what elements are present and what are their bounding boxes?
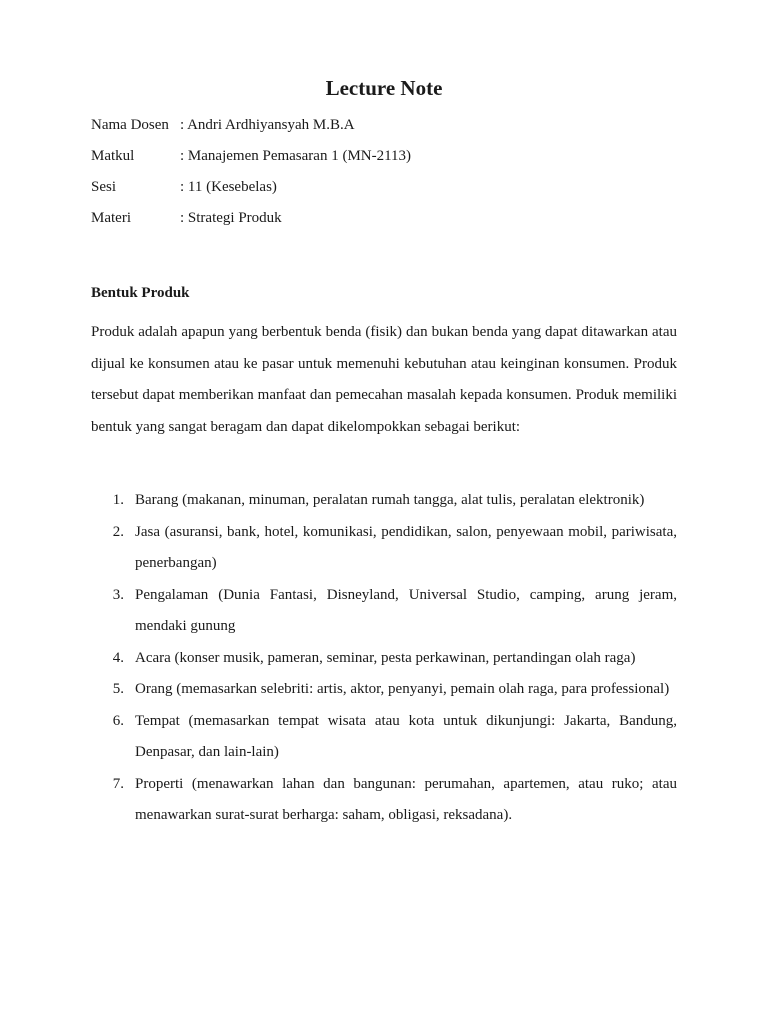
list-text: Barang (makanan, minuman, peralatan rumah tangga, alat tulis, peralatan elektronik) — [135, 492, 645, 508]
list-item — [91, 580, 677, 643]
body-paragraph: Produk adalah apapun yang berbentuk benda (fisik) dan bukan benda yang dapat ditawarkan atau dijual ke konsumen atau ke pasar untuk memenuhi kebutuhan atau keinginan konsumen. Produk tersebut dapat memberikan manfaat dan pemecahan masalah kepada konsumen. Produk memiliki bentuk yang sangat beragam dan dapat dikelompokkan sebagai berikut: — [91, 324, 677, 435]
list-item — [91, 517, 677, 580]
list-item — [91, 485, 677, 517]
list-number: 5. — [112, 681, 124, 697]
list-number: 3. — [112, 586, 124, 603]
list-text: Orang (memasarkan selebriti: artis, aktor, penyanyi, pemain olah raga, para professional) — [135, 681, 670, 697]
list-number: 1. — [112, 492, 124, 508]
list-item — [91, 769, 677, 832]
list-number: 7. — [112, 775, 124, 792]
list-text: Properti (menawarkan lahan dan bangunan: perumahan, apartemen, atau ruko; atau menawarkan surat-surat berharga: saham, obligasi, reksadana). — [135, 775, 677, 823]
info-row-lecturer — [91, 110, 411, 141]
info-value: : Andri Ardhiyansyah M.B.A — [180, 117, 355, 133]
list-text: Jasa (asuransi, bank, hotel, komunikasi, pendidikan, salon, penyewaan mobil, pariwisata, penerbangan) — [135, 523, 677, 571]
list-number: 4. — [112, 649, 124, 666]
list-text: Acara (konser musik, pameran, seminar, pesta perkawinan, pertandingan olah raga) — [135, 649, 636, 666]
section-heading: Bentuk Produk — [91, 285, 190, 301]
info-row-material — [91, 203, 411, 234]
info-value: : Strategi Produk — [180, 210, 282, 226]
info-value: : 11 (Kesebelas) — [180, 179, 277, 195]
list-number: 2. — [112, 523, 124, 540]
product-form-list — [91, 485, 677, 832]
info-label: Nama Dosen — [91, 117, 169, 133]
info-row-course — [91, 141, 411, 172]
list-number: 6. — [112, 712, 124, 729]
info-label: Matkul — [91, 148, 135, 164]
info-value: : Manajemen Pemasaran 1 (MN-2113) — [180, 148, 412, 164]
info-label: Sesi — [91, 179, 117, 195]
list-text: Pengalaman (Dunia Fantasi, Disneyland, Universal Studio, camping, arung jeram, mendaki gunung — [135, 586, 677, 634]
info-row-session — [91, 172, 411, 203]
list-text: Tempat (memasarkan tempat wisata atau kota untuk dikunjungi: Jakarta, Bandung, Denpasar, dan lain-lain) — [135, 712, 677, 760]
list-item — [91, 706, 677, 769]
page-title: Lecture Note — [325, 76, 443, 100]
list-item — [91, 674, 677, 706]
info-label: Materi — [91, 210, 131, 226]
list-item — [91, 643, 677, 675]
course-info — [91, 110, 411, 234]
